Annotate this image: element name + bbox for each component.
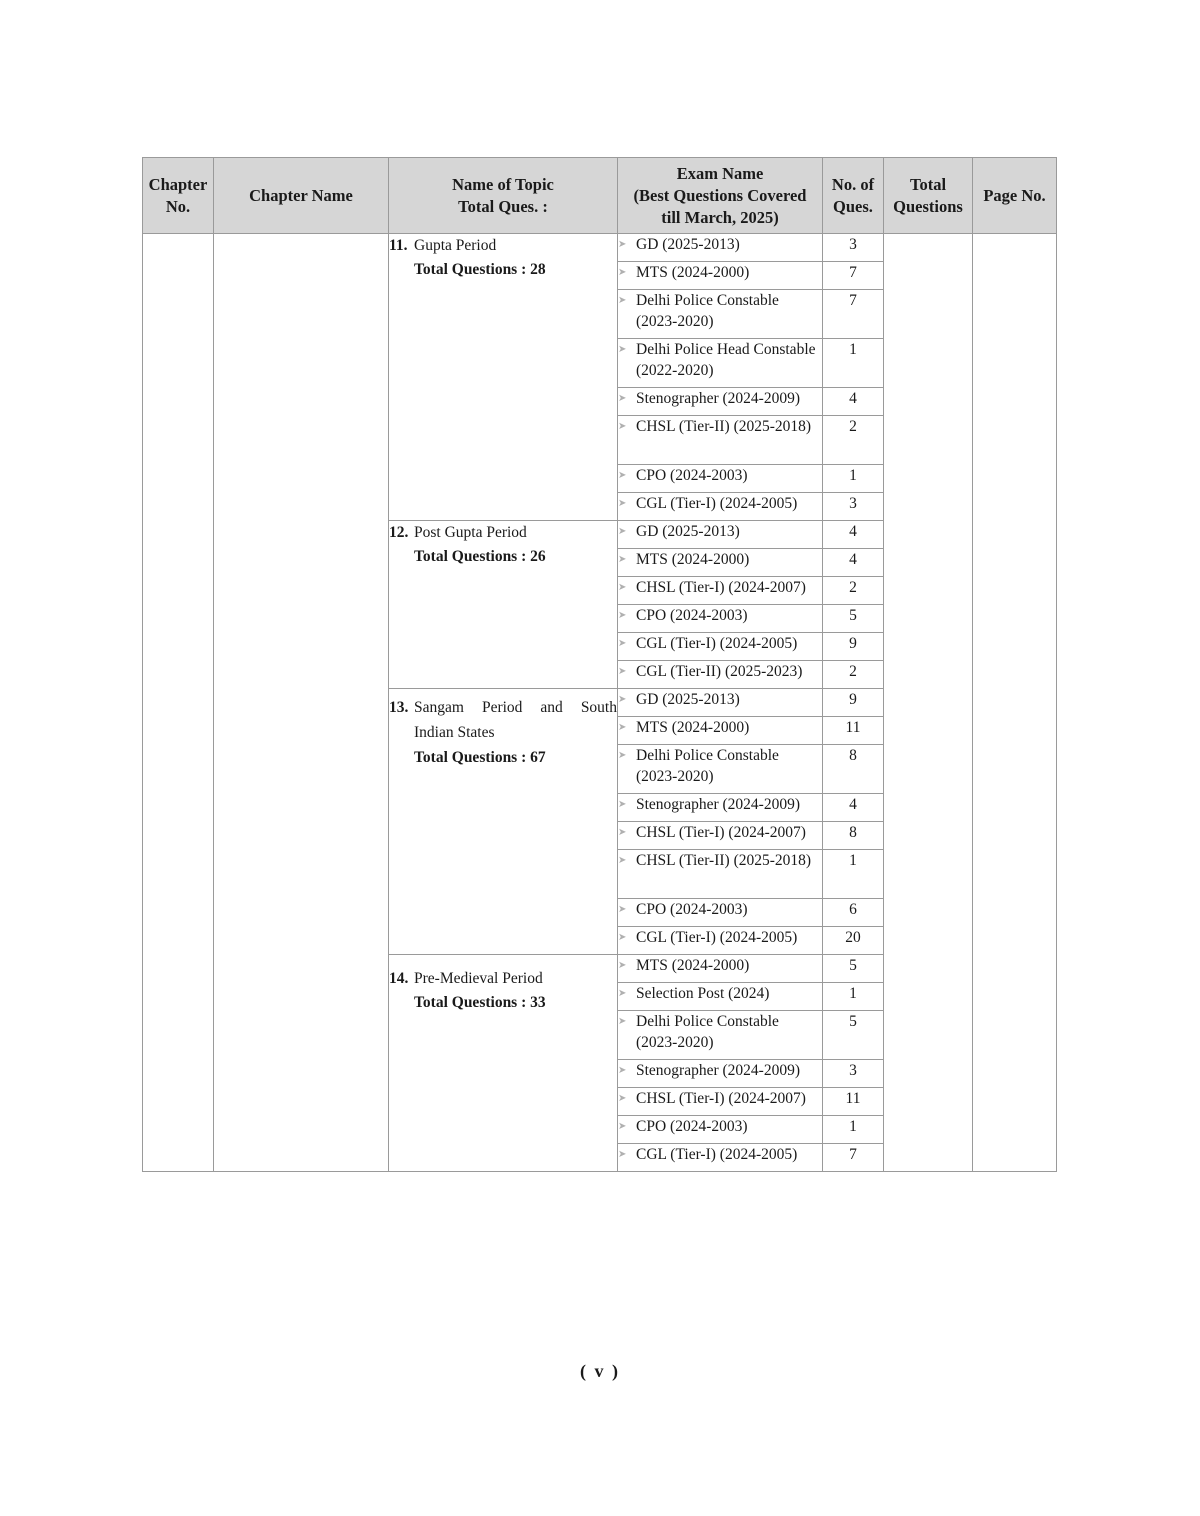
arrow-bullet-icon: ➤	[618, 827, 627, 838]
topic-cell	[389, 234, 618, 521]
arrow-bullet-icon: ➤	[618, 1121, 627, 1132]
exam-cell	[618, 493, 823, 521]
question-count: 11	[823, 1088, 884, 1116]
question-count: 1	[823, 850, 884, 899]
arrow-bullet-icon: ➤	[618, 582, 627, 593]
header-text: Chapter Name	[249, 185, 353, 205]
header-text: Ques.	[833, 196, 873, 216]
arrow-bullet-icon: ➤	[618, 666, 627, 677]
exam-cell	[618, 1060, 823, 1088]
exam-cell	[618, 745, 823, 794]
exam-cell	[618, 850, 823, 899]
topic-number: 12.	[389, 524, 409, 541]
question-count: 7	[823, 290, 884, 339]
chapter-name-cell	[214, 234, 389, 1172]
exam-name: CGL (Tier-I) (2024-2005)	[636, 929, 798, 946]
arrow-bullet-icon: ➤	[618, 694, 627, 705]
topic-total: Total Questions : 26	[414, 548, 546, 565]
question-count: 1	[823, 465, 884, 493]
arrow-bullet-icon: ➤	[618, 750, 627, 761]
question-count: 8	[823, 822, 884, 850]
header-row	[143, 158, 1057, 234]
arrow-bullet-icon: ➤	[618, 554, 627, 565]
header-no-of-ques	[823, 158, 884, 234]
arrow-bullet-icon: ➤	[618, 638, 627, 649]
exam-name: CHSL (Tier-II) (2025-2018)	[636, 418, 812, 435]
exam-name: CHSL (Tier-II) (2025-2018)	[636, 852, 812, 869]
topic-number: 14.	[389, 970, 409, 987]
question-count: 1	[823, 1116, 884, 1144]
exam-cell	[618, 465, 823, 493]
exam-name: MTS (2024-2000)	[636, 719, 750, 736]
exam-name: CGL (Tier-I) (2024-2005)	[636, 1146, 798, 1163]
total-questions-cell	[884, 234, 973, 1172]
question-count: 2	[823, 577, 884, 605]
exam-cell	[618, 549, 823, 577]
header-text: Total	[909, 174, 947, 194]
question-count: 2	[823, 661, 884, 689]
arrow-bullet-icon: ➤	[618, 526, 627, 537]
topic-name: Pre-Medieval Period	[414, 970, 543, 987]
topic-number: 11.	[389, 237, 408, 254]
header-exam-name	[618, 158, 823, 234]
arrow-bullet-icon: ➤	[618, 932, 627, 943]
question-count: 11	[823, 717, 884, 745]
topic-number: 13.	[389, 699, 409, 716]
arrow-bullet-icon: ➤	[618, 421, 627, 432]
arrow-bullet-icon: ➤	[618, 904, 627, 915]
exam-name: CHSL (Tier-I) (2024-2007)	[636, 824, 806, 841]
exam-cell	[618, 717, 823, 745]
arrow-bullet-icon: ➤	[618, 988, 627, 999]
exam-name: CHSL (Tier-I) (2024-2007)	[636, 579, 806, 596]
question-count: 6	[823, 899, 884, 927]
topic-cell	[389, 955, 618, 1172]
arrow-bullet-icon: ➤	[618, 295, 627, 306]
exam-name: CGL (Tier-I) (2024-2005)	[636, 495, 798, 512]
exam-name: MTS (2024-2000)	[636, 957, 750, 974]
question-count: 5	[823, 955, 884, 983]
header-chapter-no	[143, 158, 214, 234]
exam-cell	[618, 416, 823, 465]
exam-name: Stenographer (2024-2009)	[636, 390, 800, 407]
exam-cell	[618, 794, 823, 822]
header-text: Page No.	[983, 185, 1046, 205]
question-count: 5	[823, 1011, 884, 1060]
arrow-bullet-icon: ➤	[618, 498, 627, 509]
exam-cell	[618, 290, 823, 339]
arrow-bullet-icon: ➤	[618, 393, 627, 404]
header-total-questions	[884, 158, 973, 234]
exam-name: MTS (2024-2000)	[636, 551, 750, 568]
exam-name: CPO (2024-2003)	[636, 901, 748, 918]
exam-name: GD (2025-2013)	[636, 691, 740, 708]
exam-name: Stenographer (2024-2009)	[636, 796, 800, 813]
exam-cell	[618, 899, 823, 927]
question-count: 1	[823, 339, 884, 388]
exam-name: CPO (2024-2003)	[636, 1118, 748, 1135]
topic-total: Total Questions : 67	[414, 749, 546, 766]
table-body	[143, 234, 1057, 1172]
question-count: 8	[823, 745, 884, 794]
page-no-cell	[973, 234, 1057, 1172]
topic-name: Post Gupta Period	[414, 524, 527, 541]
exam-name: Delhi Police Head Constable (2022-2020)	[636, 341, 816, 379]
question-count: 7	[823, 262, 884, 290]
topic-total: Total Questions : 33	[414, 994, 546, 1011]
exam-cell	[618, 339, 823, 388]
exam-cell	[618, 577, 823, 605]
topic-total: Total Questions : 28	[414, 261, 546, 278]
exam-cell	[618, 1144, 823, 1172]
exam-name: GD (2025-2013)	[636, 523, 740, 540]
exam-cell	[618, 983, 823, 1011]
exam-name: CPO (2024-2003)	[636, 607, 748, 624]
arrow-bullet-icon: ➤	[618, 1016, 627, 1027]
header-text: Name of Topic	[452, 174, 554, 194]
topic-cell	[389, 521, 618, 689]
arrow-bullet-icon: ➤	[618, 610, 627, 621]
question-count: 4	[823, 388, 884, 416]
page-number: ( v )	[580, 1361, 620, 1381]
question-count: 7	[823, 1144, 884, 1172]
exam-name: Stenographer (2024-2009)	[636, 1062, 800, 1079]
question-count: 9	[823, 689, 884, 717]
header-text: till March, 2025)	[661, 207, 779, 227]
table-row	[143, 234, 1057, 262]
exam-name: Delhi Police Constable (2023-2020)	[636, 747, 779, 785]
exam-cell	[618, 605, 823, 633]
exam-name: GD (2025-2013)	[636, 236, 740, 253]
header-text: (Best Questions Covered	[633, 185, 807, 205]
arrow-bullet-icon: ➤	[618, 722, 627, 733]
exam-cell	[618, 1116, 823, 1144]
exam-cell	[618, 1088, 823, 1116]
header-text: Questions	[893, 196, 963, 216]
arrow-bullet-icon: ➤	[618, 960, 627, 971]
exam-name: Selection Post (2024)	[636, 985, 770, 1002]
arrow-bullet-icon: ➤	[618, 267, 627, 278]
exam-name: CGL (Tier-II) (2025-2023)	[636, 663, 803, 680]
question-count: 2	[823, 416, 884, 465]
question-count: 20	[823, 927, 884, 955]
exam-name: Delhi Police Constable (2023-2020)	[636, 1013, 779, 1051]
arrow-bullet-icon: ➤	[618, 1093, 627, 1104]
topic-name: Sangam Period and South Indian States	[414, 699, 617, 741]
exam-name: CGL (Tier-I) (2024-2005)	[636, 635, 798, 652]
header-text: No.	[165, 196, 191, 216]
question-count: 3	[823, 493, 884, 521]
arrow-bullet-icon: ➤	[618, 239, 627, 250]
arrow-bullet-icon: ➤	[618, 470, 627, 481]
exam-name: CPO (2024-2003)	[636, 467, 748, 484]
exam-cell	[618, 234, 823, 262]
question-count: 5	[823, 605, 884, 633]
exam-cell	[618, 262, 823, 290]
header-text: Chapter	[148, 174, 208, 194]
arrow-bullet-icon: ➤	[618, 855, 627, 866]
topic-name: Gupta Period	[414, 237, 497, 254]
exam-name: Delhi Police Constable (2023-2020)	[636, 292, 779, 330]
header-text: No. of	[831, 174, 875, 194]
arrow-bullet-icon: ➤	[618, 344, 627, 355]
header-text: Total Ques. :	[458, 196, 548, 216]
question-count: 9	[823, 633, 884, 661]
header-page-no	[973, 158, 1057, 234]
question-count: 4	[823, 549, 884, 577]
exam-cell	[618, 955, 823, 983]
exam-cell	[618, 927, 823, 955]
chapter-no-cell	[143, 234, 214, 1172]
question-count: 4	[823, 794, 884, 822]
exam-cell	[618, 388, 823, 416]
header-topic	[389, 158, 618, 234]
exam-cell	[618, 661, 823, 689]
topic-cell	[389, 689, 618, 955]
exam-name: MTS (2024-2000)	[636, 264, 750, 281]
arrow-bullet-icon: ➤	[618, 799, 627, 810]
question-count: 3	[823, 234, 884, 262]
question-count: 3	[823, 1060, 884, 1088]
exam-name: CHSL (Tier-I) (2024-2007)	[636, 1090, 806, 1107]
exam-cell	[618, 521, 823, 549]
question-count: 1	[823, 983, 884, 1011]
exam-cell	[618, 1011, 823, 1060]
exam-cell	[618, 822, 823, 850]
question-count: 4	[823, 521, 884, 549]
exam-cell	[618, 633, 823, 661]
header-text: Exam Name	[676, 163, 764, 183]
exam-cell	[618, 689, 823, 717]
header-chapter-name	[214, 158, 389, 234]
contents-table	[142, 157, 1057, 1172]
arrow-bullet-icon: ➤	[618, 1065, 627, 1076]
arrow-bullet-icon: ➤	[618, 1149, 627, 1160]
